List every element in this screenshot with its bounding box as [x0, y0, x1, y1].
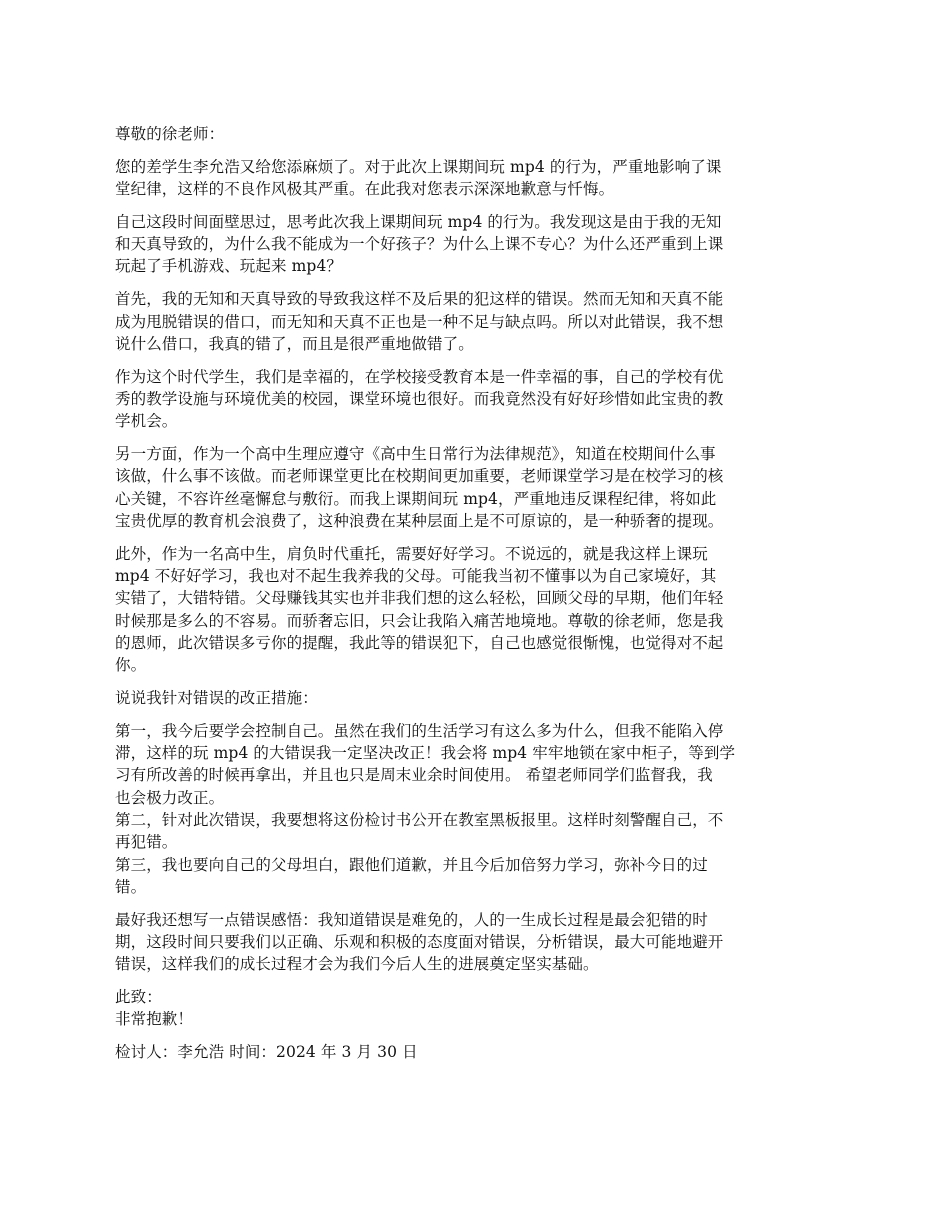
closing-line: 此致： [115, 988, 162, 1007]
text-line: 第二，针对此次错误，我要想将这份检讨书公开在教室黑板报里。这样时刻警醒自己，不 [115, 811, 724, 830]
text-line: 另一方面，作为一个高中生理应遵守《高中生日常行为法律规范》，知道在校期间什么事 [115, 445, 716, 464]
text-line: 习有所改善的时候再拿出，并且也只是周末业余时间使用。 希望老师同学们监督我，我 [115, 766, 713, 785]
text-line: 滞，这样的玩 mp4 的大错误我一定坚决改正！我会将 mp4 牢牢地锁在家中柜子，等到学 [115, 744, 736, 763]
paragraph-reflection [115, 211, 835, 278]
text-line: 首先，我的无知和天真导致的导致我这样不及后果的犯这样的错误。然而无知和天真不能 [115, 290, 724, 309]
text-line: 第三，我也要向自己的父母坦白，跟他们道歉，并且今后加倍努力学习，弥补今日的过 [115, 855, 708, 874]
paragraph-first-point [115, 288, 835, 355]
paragraph-parents [115, 543, 835, 677]
text-line: 实错了，大错特错。父母赚钱其实也并非我们想的这么轻松，回顾父母的早期，他们年轻 [115, 589, 724, 608]
paragraph-student-era [115, 366, 835, 433]
text-line: 心关键，不容许丝毫懈怠与敷衍。而我上课期间玩 mp4，严重地违反课程纪律，将如此 [115, 489, 717, 508]
text-line: 玩起了手机游戏、玩起来 mp4？ [115, 257, 343, 276]
paragraph-rules [115, 443, 835, 532]
text-line: 也会极力改正。 [115, 788, 225, 807]
text-line: 错。 [115, 877, 147, 896]
text-line: 秀的教学设施与环境优美的校园，课堂环境也很好。而我竟然没有好好珍惜如此宝贵的教 [115, 389, 724, 408]
text-line: 期，这段时间只要我们以正确、乐观和积极的态度面对错误，分析错误，最大可能地避开 [115, 933, 724, 951]
text-line: 堂纪律，这样的不良作风极其严重。在此我对您表示深深地歉意与忏悔。 [115, 180, 615, 199]
text-line: 作为这个时代学生，我们是幸福的，在学校接受教育本是一件幸福的事，自己的学校有优 [115, 367, 724, 386]
paragraph-measures [115, 720, 835, 898]
text-line: 说什么借口，我真的错了，而且是很严重地做错了。 [115, 334, 474, 353]
corrective-measures-heading: 说说我针对错误的改正措施： [115, 689, 318, 708]
text-line: 第一，我今后要学会控制自己。虽然在我们的生活学习有这么多为什么，但我不能陷入停 [115, 721, 724, 740]
text-line: 学机会。 [115, 412, 178, 431]
text-line: 时候那是多么的不容易。而骄奢忘旧，只会让我陷入痛苦地境地。尊敬的徐老师，您是我 [115, 611, 724, 630]
text-line: 自己这段时间面壁思过，思考此次我上课期间玩 mp4 的行为。我发现这是由于我的无知 [115, 212, 722, 231]
text-line: mp4 不好好学习，我也对不起生我养我的父母。可能我当初不懂事以为自己家境好，其 [115, 567, 717, 586]
paragraph-insight [115, 909, 835, 976]
signature-line: 检讨人：李允浩 时间：2024 年 3 月 30 日 [115, 1043, 418, 1062]
text-line: 该做，什么事不该做。而老师课堂更比在校期间更加重要，老师课堂学习是在校学习的核 [115, 467, 724, 486]
text-line: 错误，这样我们的成长过程才会为我们今后人生的进展奠定坚实基础。 [115, 955, 599, 974]
text-line: 成为甩脱错误的借口，而无知和天真不正也是一种不足与缺点吗。所以对此错误，我不想 [115, 312, 724, 331]
text-line: 再犯错。 [115, 833, 178, 852]
text-line: 您的差学生李允浩又给您添麻烦了。对于此次上课期间玩 mp4 的行为，严重地影响了课 [115, 157, 722, 176]
closing [115, 986, 835, 1031]
text-line: 此外，作为一名高中生，肩负时代重托，需要好好学习。不说远的，就是我这样上课玩 [115, 544, 708, 563]
text-line: 的恩师，此次错误多亏你的提醒，我此等的错误犯下，自己也感觉很惭愧，也觉得对不起 [115, 633, 724, 652]
paragraph-apology [115, 156, 835, 201]
letter-document [115, 123, 835, 1074]
text-line: 你。 [115, 656, 147, 675]
text-line: 最好我还想写一点错误感悟：我知道错误是难免的，人的一生成长过程是最会犯错的时 [115, 910, 708, 929]
closing-line: 非常抱歉！ [115, 1010, 194, 1029]
salutation: 尊敬的徐老师： [115, 125, 225, 143]
text-line: 宝贵优厚的教育机会浪费了，这种浪费在某种层面上是不可原谅的，是一种骄奢的提现。 [115, 511, 724, 530]
text-line: 和天真导致的，为什么我不能成为一个好孩子？为什么上课不专心？为什么还严重到上课 [115, 235, 724, 254]
